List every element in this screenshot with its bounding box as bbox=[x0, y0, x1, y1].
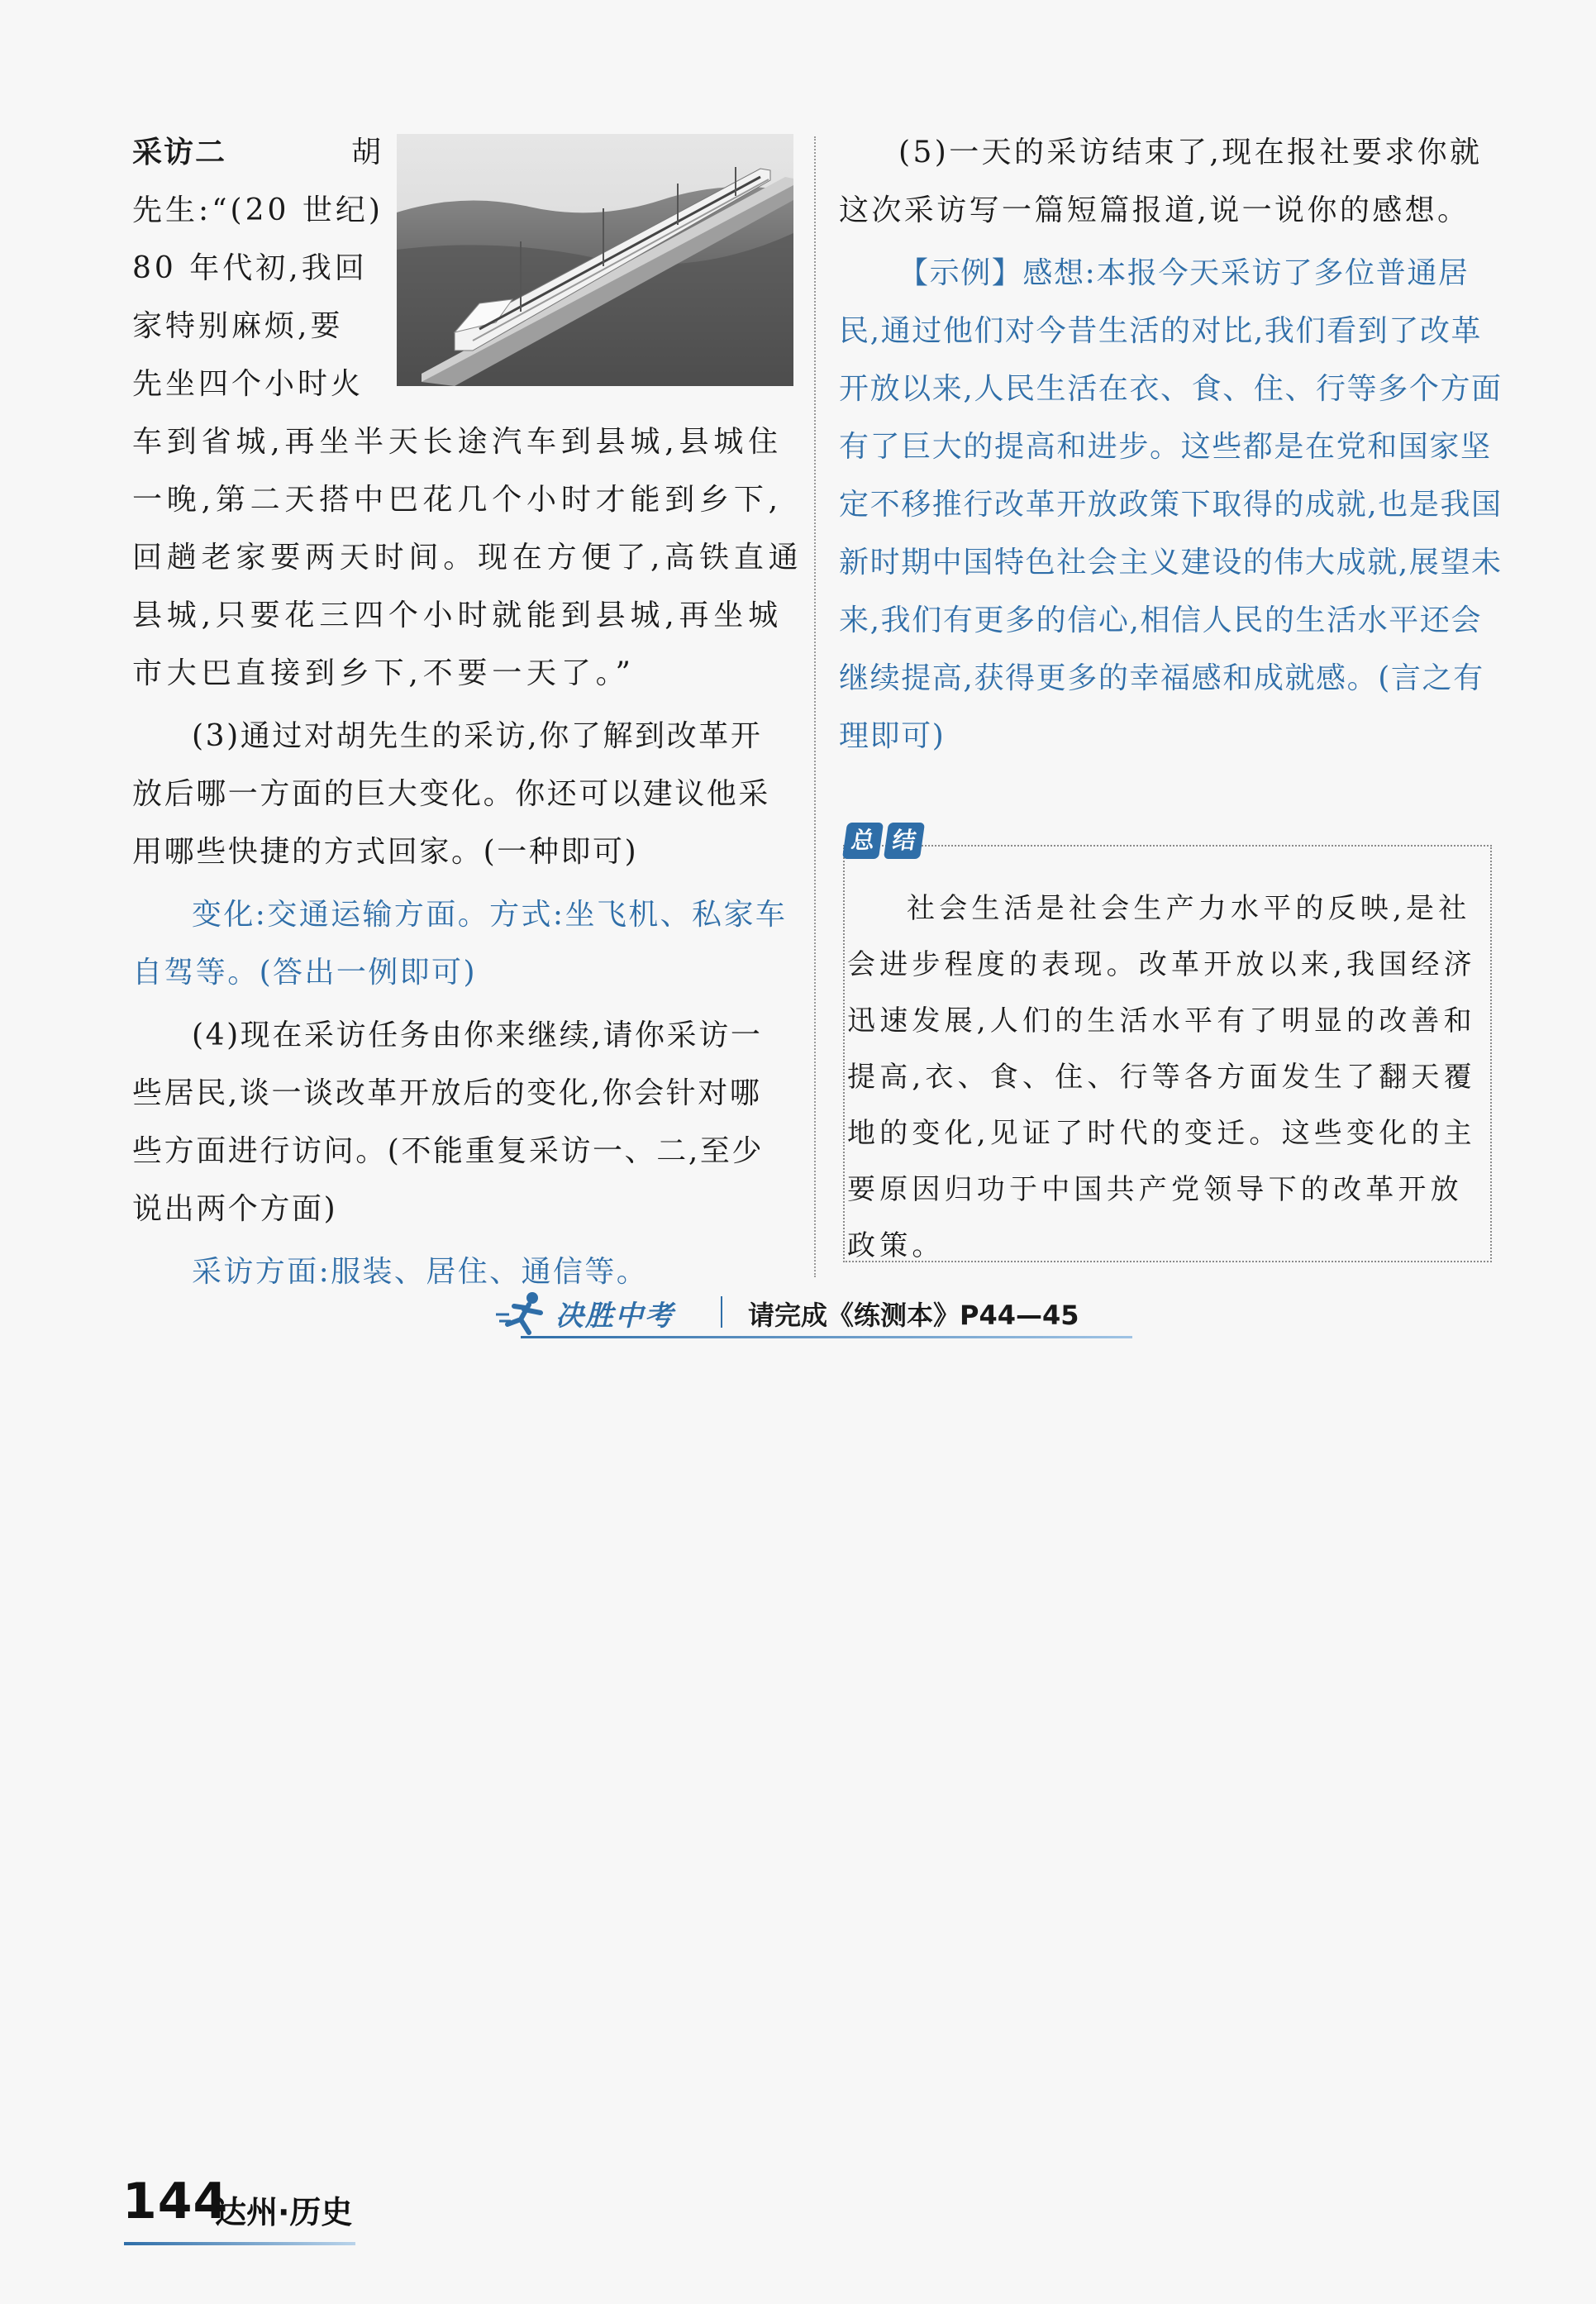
interview-two-line: 先坐四个小时火 bbox=[132, 367, 364, 401]
summary-tag-char: 结 bbox=[884, 823, 925, 859]
question-4: (4)现在采访任务由你来继续,请你采访一些居民,谈一谈改革开放后的变化,你会针对哪些方面进行访问。(不能重复采访一、二,至少说出两个方面) bbox=[132, 1018, 765, 1226]
example-label: 【示例】 bbox=[898, 256, 1023, 290]
summary-tag bbox=[845, 823, 922, 862]
interview-two-line: 车到省城,再坐半天长途汽车到县城,县城住 bbox=[132, 425, 783, 459]
page-number: 144 bbox=[122, 2173, 229, 2230]
page-info: 达州·历史 bbox=[215, 2194, 353, 2230]
train-illustration bbox=[397, 134, 793, 386]
banner-underline bbox=[521, 1336, 1132, 1338]
answer-3: 变化:交通运输方面。方式:坐飞机、私家车自驾等。(答出一例即可) bbox=[132, 898, 788, 990]
exam-banner bbox=[504, 1290, 1124, 1339]
interview-two-line: 先生:“(20 世纪) bbox=[132, 193, 384, 227]
page-number-underline bbox=[124, 2242, 355, 2245]
answer-4: 采访方面:服装、居住、通信等。 bbox=[192, 1255, 649, 1289]
question-5: (5)一天的采访结束了,现在报社要求你就这次采访写一篇短篇报道,说一说你的感想。 bbox=[839, 136, 1483, 227]
answer-5 bbox=[839, 245, 1508, 766]
interview-two-line: 市大巴直接到乡下,不要一天了。” bbox=[132, 656, 636, 690]
question-3: (3)通过对胡先生的采访,你了解到改革开放后哪一方面的巨大变化。你还可以建议他采用哪些快捷的方式回家。(一种即可) bbox=[132, 719, 771, 869]
interview-two-line: 家特别麻烦,要 bbox=[132, 309, 344, 343]
interview-two-line: 县城,只要花三四个小时就能到县城,再坐城 bbox=[132, 599, 783, 632]
answer-5-text: 感想:本报今天采访了多位普通居民,通过他们对今昔生活的对比,我们看到了改革开放以来,人民生活在衣、食、住、行等多个方面有了巨大的提高和进步。这些都是在党和国家坚定不移推行改革开放政策下取得的成就,也是我国新时期中国特色社会主义建设的伟大成就,展望未来,我们有更多的信心,相信人民的生活水平还会继续提高,获得更多的幸福感和成就感。(言之有理即可) bbox=[839, 256, 1503, 753]
interview-two-line: 80 年代初,我回 bbox=[132, 251, 368, 285]
interview-two-first-word: 胡 bbox=[350, 136, 384, 169]
high-speed-train-photo bbox=[397, 134, 793, 386]
interview-two-heading-line bbox=[132, 124, 384, 182]
column-divider bbox=[814, 136, 816, 1277]
interview-two-line: 一晚,第二天搭中巴花几个小时才能到乡下, bbox=[132, 483, 783, 517]
summary-paragraph: 社会生活是社会生产力水平的反映,是社会进步程度的表现。改革开放以来,我国经济迅速发展,人们的生活水平有了明显的改善和提高,衣、食、住、行等各方面发生了翻天覆地的变化,见证了时代的变迁。这些变化的主要原因归功于中国共产党领导下的改革开放政策。 bbox=[847, 892, 1476, 1262]
summary-tag-char: 总 bbox=[842, 823, 884, 859]
right-column bbox=[839, 124, 1508, 766]
summary-text bbox=[847, 880, 1492, 1274]
runner-icon bbox=[496, 1290, 554, 1339]
interview-two-line: 回趟老家要两天时间。现在方便了,高铁直通 bbox=[132, 541, 803, 575]
banner-separator bbox=[721, 1296, 722, 1328]
banner-text: 请完成《练测本》P44—45 bbox=[748, 1300, 1079, 1331]
interview-two-label: 采访二 bbox=[132, 136, 227, 169]
banner-logo: 决胜中考 bbox=[555, 1300, 674, 1333]
